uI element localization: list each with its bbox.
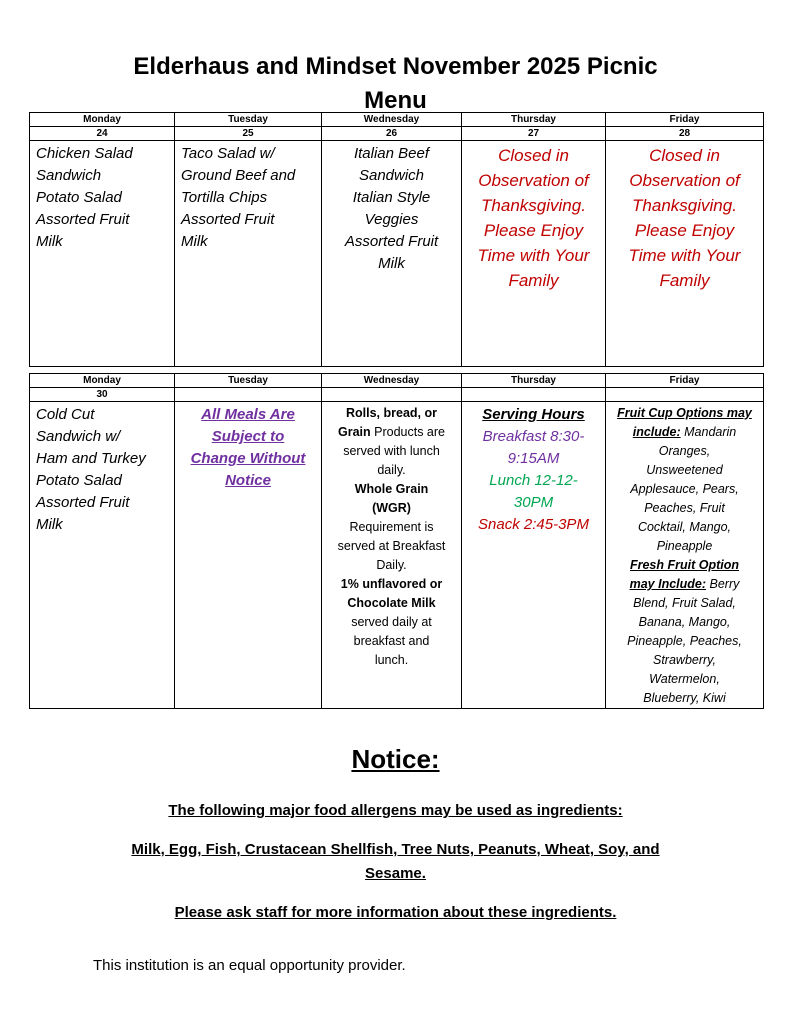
menu-line: Sandwich bbox=[358, 167, 425, 184]
menu-line: Tortilla Chips bbox=[181, 189, 268, 206]
info-line: served daily at bbox=[351, 615, 432, 629]
menu-line: Assorted Fruit bbox=[181, 211, 275, 228]
menu-cell-wednesday bbox=[322, 141, 462, 367]
day-header: Friday bbox=[606, 374, 764, 388]
menu-line: Observation of bbox=[629, 171, 740, 190]
menu-line: Time with Your bbox=[477, 246, 590, 265]
menu-line: Change Without bbox=[190, 450, 306, 467]
date-header: 30 bbox=[30, 388, 175, 402]
week1-day-row bbox=[30, 113, 764, 127]
week1-date-row bbox=[30, 127, 764, 141]
day-header: Wednesday bbox=[322, 113, 462, 127]
menu-cell-monday bbox=[30, 402, 175, 709]
menu-cell-thursday-hours bbox=[462, 402, 606, 709]
menu-line: Please Enjoy bbox=[634, 221, 735, 240]
week2-day-row bbox=[30, 374, 764, 388]
fruit-cup-heading: Fruit Cup Options may bbox=[617, 406, 752, 420]
info-line: lunch. bbox=[374, 653, 409, 667]
menu-cell-tuesday-notice bbox=[175, 402, 322, 709]
info-line bbox=[322, 423, 461, 442]
menu-cell-friday-fruit bbox=[606, 402, 764, 709]
menu-line: Ham and Turkey bbox=[36, 450, 146, 467]
fresh-fruit-include: may Include: bbox=[629, 577, 707, 591]
day-header: Monday bbox=[30, 374, 175, 388]
day-header: Thursday bbox=[462, 113, 606, 127]
menu-line: Taco Salad w/ bbox=[181, 145, 275, 162]
menu-cell-monday bbox=[30, 141, 175, 367]
date-header: 28 bbox=[606, 127, 764, 141]
fruit-line: Banana, Mango, bbox=[638, 615, 731, 629]
fruit-line: Oranges, bbox=[658, 444, 711, 458]
menu-line: Notice bbox=[225, 472, 271, 489]
info-line: Daily. bbox=[376, 558, 407, 572]
menu-line: Veggies bbox=[364, 211, 419, 228]
menu-line: Please Enjoy bbox=[483, 221, 584, 240]
fruit-cup-include: include: bbox=[632, 425, 681, 439]
fruit-line: Blueberry, Kiwi bbox=[643, 691, 726, 705]
menu-line: Time with Your bbox=[628, 246, 741, 265]
date-header bbox=[175, 388, 322, 402]
lunch-hours: 30PM bbox=[513, 494, 554, 511]
lunch-hours: Lunch 12-12- bbox=[489, 472, 578, 489]
breakfast-hours: Breakfast 8:30- bbox=[482, 428, 585, 445]
fruit-text: Mandarin bbox=[680, 425, 737, 439]
info-line: Chocolate Milk bbox=[347, 596, 436, 610]
info-line: Requirement is bbox=[349, 520, 434, 534]
menu-line: Closed in bbox=[649, 146, 720, 165]
menu-line: Milk bbox=[181, 233, 208, 250]
info-text: Products are bbox=[370, 425, 445, 439]
menu-line: Chicken Salad bbox=[36, 145, 133, 162]
info-line: Rolls, bread, or bbox=[346, 406, 437, 420]
allergen-ask-staff: Please ask staff for more information about these ingredients. bbox=[174, 904, 617, 921]
week2-date-row bbox=[30, 388, 764, 402]
info-line: served at Breakfast bbox=[337, 539, 446, 553]
date-header: 27 bbox=[462, 127, 606, 141]
menu-line: Assorted Fruit bbox=[36, 494, 130, 511]
menu-line: Thanksgiving. bbox=[481, 196, 586, 215]
fruit-line: Cocktail, Mango, bbox=[637, 520, 732, 534]
menu-line: All Meals Are bbox=[201, 406, 295, 423]
equal-opportunity-statement: This institution is an equal opportunity provider. bbox=[93, 957, 406, 974]
fruit-line: Watermelon, bbox=[649, 672, 720, 686]
fruit-line: Strawberry, bbox=[653, 653, 716, 667]
date-header: 24 bbox=[30, 127, 175, 141]
fruit-line: Blend, Fruit Salad, bbox=[633, 596, 736, 610]
allergen-list: Milk, Egg, Fish, Crustacean Shellfish, Tree Nuts, Peanuts, Wheat, Soy, and Sesame. bbox=[131, 841, 660, 882]
menu-line: Cold Cut bbox=[36, 406, 95, 423]
breakfast-hours: 9:15AM bbox=[507, 450, 560, 467]
allergen-intro: The following major food allergens may be used as ingredients: bbox=[168, 802, 623, 819]
date-header: 26 bbox=[322, 127, 462, 141]
menu-line: Sandwich bbox=[36, 167, 102, 184]
fruit-text: Berry bbox=[706, 577, 740, 591]
fruit-line bbox=[606, 575, 763, 594]
menu-line: Italian Style bbox=[352, 189, 431, 206]
menu-cell-tuesday bbox=[175, 141, 322, 367]
fruit-line: Peaches, Fruit bbox=[644, 501, 725, 515]
week1-table bbox=[29, 112, 764, 367]
fruit-line: Applesauce, Pears, bbox=[630, 482, 739, 496]
notice-heading: Notice: bbox=[351, 744, 440, 774]
day-header: Monday bbox=[30, 113, 175, 127]
date-header bbox=[322, 388, 462, 402]
menu-line: Family bbox=[659, 271, 710, 290]
date-header bbox=[606, 388, 764, 402]
snack-hours: Snack 2:45-3PM bbox=[478, 516, 589, 533]
day-header: Thursday bbox=[462, 374, 606, 388]
info-line: (WGR) bbox=[372, 501, 411, 515]
menu-line: Assorted Fruit bbox=[36, 211, 130, 228]
menu-line: Sandwich w/ bbox=[36, 428, 121, 445]
menu-line: Ground Beef and bbox=[181, 167, 296, 184]
info-line: breakfast and bbox=[353, 634, 430, 648]
day-header: Tuesday bbox=[175, 374, 322, 388]
menu-line: Family bbox=[508, 271, 559, 290]
menu-cell-wednesday-info bbox=[322, 402, 462, 709]
page-title: Elderhaus and Mindset November 2025 Picnic Menu bbox=[133, 53, 658, 114]
fresh-fruit-heading: Fresh Fruit Option bbox=[629, 558, 740, 572]
fruit-line bbox=[606, 423, 763, 442]
date-header bbox=[462, 388, 606, 402]
date-header: 25 bbox=[175, 127, 322, 141]
menu-line: Milk bbox=[36, 516, 63, 533]
menu-line: Subject to bbox=[211, 428, 285, 445]
fruit-line: Pineapple bbox=[656, 539, 713, 553]
menu-line: Potato Salad bbox=[36, 189, 122, 206]
menu-line: Thanksgiving. bbox=[632, 196, 737, 215]
info-line: Whole Grain bbox=[354, 482, 429, 496]
menu-line: Italian Beef bbox=[353, 145, 430, 162]
menu-cell-friday-closed bbox=[606, 141, 764, 367]
menu-line: Milk bbox=[36, 233, 63, 250]
info-line: daily. bbox=[377, 463, 406, 477]
day-header: Tuesday bbox=[175, 113, 322, 127]
fruit-line: Unsweetened bbox=[646, 463, 723, 477]
menu-line: Observation of bbox=[478, 171, 589, 190]
menu-line: Milk bbox=[378, 255, 405, 272]
week2-table bbox=[29, 373, 764, 709]
info-bold: Grain bbox=[338, 425, 371, 439]
menu-cell-thursday-closed bbox=[462, 141, 606, 367]
menu-line: Closed in bbox=[498, 146, 569, 165]
menu-line: Assorted Fruit bbox=[344, 233, 439, 250]
info-line: 1% unflavored or bbox=[340, 577, 443, 591]
menu-line: Potato Salad bbox=[36, 472, 122, 489]
serving-hours-heading: Serving Hours bbox=[482, 406, 585, 423]
fruit-line: Pineapple, Peaches, bbox=[627, 634, 742, 648]
day-header: Friday bbox=[606, 113, 764, 127]
day-header: Wednesday bbox=[322, 374, 462, 388]
info-line: served with lunch bbox=[343, 444, 440, 458]
